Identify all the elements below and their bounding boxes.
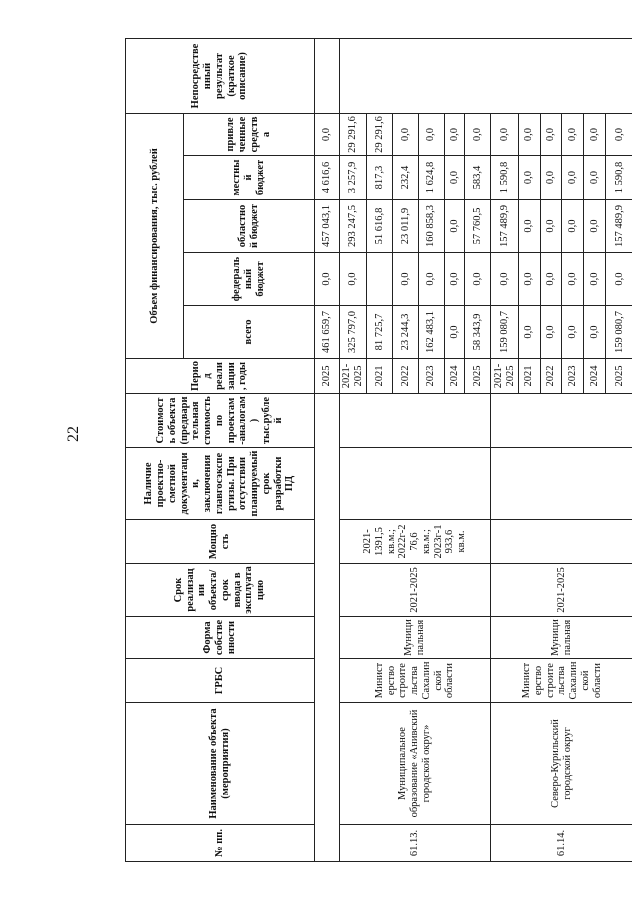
cell-local: 0,0 bbox=[444, 156, 465, 200]
cell-regional: 0,0 bbox=[518, 200, 540, 253]
cell-federal bbox=[367, 253, 393, 306]
cell-total: 0,0 bbox=[562, 306, 584, 359]
cell-local: 232,4 bbox=[392, 156, 418, 200]
cell-period: 2023 bbox=[418, 359, 444, 394]
cell-attracted: 0,0 bbox=[418, 114, 444, 156]
cell-federal: 0,0 bbox=[339, 253, 366, 306]
cell-period: 2021 bbox=[518, 359, 540, 394]
cell-regional: 293 247,5 bbox=[339, 200, 366, 253]
cell-regional: 157 489,9 bbox=[605, 200, 632, 253]
cell-period: 2024 bbox=[584, 359, 606, 394]
cell-regional: 23 011,9 bbox=[392, 200, 418, 253]
header-result: Непосредственный результат (краткое описание) bbox=[126, 39, 315, 114]
table-row bbox=[314, 39, 339, 862]
cell-total: 159 080,7 bbox=[605, 306, 632, 359]
header-funding: Объем финансирования, тыс. рублей bbox=[126, 114, 184, 359]
cell-attracted: 0,0 bbox=[465, 114, 491, 156]
cell-result bbox=[314, 39, 339, 114]
obj1-term: 2021-2025 bbox=[339, 564, 491, 617]
obj2-name: Северо-Курильский городской округ bbox=[491, 703, 632, 825]
cell-total: 58 343,9 bbox=[465, 306, 491, 359]
table-row bbox=[491, 39, 518, 862]
cell-attracted: 0,0 bbox=[540, 114, 562, 156]
cell-regional: 0,0 bbox=[562, 200, 584, 253]
cell-total: 81 725,7 bbox=[367, 306, 393, 359]
obj2-term: 2021-2025 bbox=[491, 564, 632, 617]
header-period: Период реализации, годы bbox=[126, 359, 315, 394]
table-row bbox=[339, 39, 366, 862]
cell-period: 2021-2025 bbox=[339, 359, 366, 394]
header-name: Наименование объекта (мероприятия) bbox=[126, 703, 315, 825]
header-cost: Стоимость объекта (предварительная стоимость по проектам-аналогам) тыс.рублей bbox=[126, 394, 315, 448]
header-design: Наличие проектно-сметной документации, заключения главгосэкспертизы. При отсутствии планируемый срок разработки ПД bbox=[126, 448, 315, 520]
obj2-grbs: Министерство строительства Сахалинской области bbox=[491, 659, 632, 703]
cell-total: 325 797,0 bbox=[339, 306, 366, 359]
cell-federal: 0,0 bbox=[605, 253, 632, 306]
cell-attracted: 0,0 bbox=[314, 114, 339, 156]
cell-local: 0,0 bbox=[584, 156, 606, 200]
cell-attracted: 0,0 bbox=[392, 114, 418, 156]
header-form: Форма собственности bbox=[126, 617, 315, 659]
cell-federal: 0,0 bbox=[562, 253, 584, 306]
cell-local: 1 624,8 bbox=[418, 156, 444, 200]
cell-local: 583,4 bbox=[465, 156, 491, 200]
cell-federal: 0,0 bbox=[540, 253, 562, 306]
cell-attracted: 0,0 bbox=[518, 114, 540, 156]
cell-federal: 0,0 bbox=[444, 253, 465, 306]
cell-local: 0,0 bbox=[518, 156, 540, 200]
cell-local: 3 257,9 bbox=[339, 156, 366, 200]
cell-result bbox=[339, 39, 632, 114]
cell-federal: 0,0 bbox=[491, 253, 518, 306]
header-row bbox=[126, 39, 184, 862]
cell-regional: 160 858,3 bbox=[418, 200, 444, 253]
obj1-cost bbox=[339, 394, 491, 448]
cell-local: 4 616,6 bbox=[314, 156, 339, 200]
cell-local: 817,3 bbox=[367, 156, 393, 200]
cell-period: 2025 bbox=[605, 359, 632, 394]
header-regional: областной бюджет bbox=[184, 200, 315, 253]
obj2-form: Муниципальная bbox=[491, 617, 632, 659]
cell-federal: 0,0 bbox=[518, 253, 540, 306]
cell-attracted: 29 291,6 bbox=[367, 114, 393, 156]
obj2-cost bbox=[491, 394, 632, 448]
header-local: местный бюджет bbox=[184, 156, 315, 200]
header-total: всего bbox=[184, 306, 315, 359]
cell-local: 1 590,8 bbox=[491, 156, 518, 200]
funding-table bbox=[125, 38, 632, 862]
cell-period: 2022 bbox=[392, 359, 418, 394]
cell-total: 162 483,1 bbox=[418, 306, 444, 359]
cell-total: 0,0 bbox=[540, 306, 562, 359]
cell-period: 2024 bbox=[444, 359, 465, 394]
cell-federal: 0,0 bbox=[584, 253, 606, 306]
cell-local: 0,0 bbox=[562, 156, 584, 200]
header-num: № пп. bbox=[126, 825, 315, 862]
page-number: 22 bbox=[65, 426, 82, 442]
cell-regional: 157 489,9 bbox=[491, 200, 518, 253]
cell-period: 2025 bbox=[314, 359, 339, 394]
cell-attracted: 0,0 bbox=[605, 114, 632, 156]
cell-regional: 0,0 bbox=[540, 200, 562, 253]
cell-attracted: 29 291,6 bbox=[339, 114, 366, 156]
cell-attracted: 0,0 bbox=[562, 114, 584, 156]
obj1-design bbox=[339, 448, 491, 520]
cell-total: 0,0 bbox=[444, 306, 465, 359]
obj2-num: 61.14. bbox=[491, 825, 632, 862]
header-federal: федеральный бюджет bbox=[184, 253, 315, 306]
cell-federal: 0,0 bbox=[418, 253, 444, 306]
cell-regional: 0,0 bbox=[444, 200, 465, 253]
obj1-num: 61.13. bbox=[339, 825, 491, 862]
obj1-power: 2021-1391,5 кв.м.; 2022г-276,6 кв.м.; 2023г-1933,6 кв.м. bbox=[339, 520, 491, 564]
cell-federal: 0,0 bbox=[314, 253, 339, 306]
obj2-power bbox=[491, 520, 632, 564]
obj1-grbs: Министерство строительства Сахалинской области bbox=[339, 659, 491, 703]
cell-period: 2025 bbox=[465, 359, 491, 394]
cell-attracted: 0,0 bbox=[491, 114, 518, 156]
header-grbs: ГРБС bbox=[126, 659, 315, 703]
header-term: Срок реализации объекта/срок ввода в эксплуатацию bbox=[126, 564, 315, 617]
cell-regional: 0,0 bbox=[584, 200, 606, 253]
rotated-table-wrapper bbox=[125, 39, 632, 862]
cell-total: 23 244,3 bbox=[392, 306, 418, 359]
cell-total: 0,0 bbox=[584, 306, 606, 359]
empty-cell bbox=[314, 394, 339, 862]
cell-local: 0,0 bbox=[540, 156, 562, 200]
cell-period: 2021 bbox=[367, 359, 393, 394]
cell-total: 0,0 bbox=[518, 306, 540, 359]
header-attracted: привлеченные средства bbox=[184, 114, 315, 156]
cell-period: 2022 bbox=[540, 359, 562, 394]
cell-period: 2023 bbox=[562, 359, 584, 394]
cell-total: 159 080,7 bbox=[491, 306, 518, 359]
cell-regional: 51 616,8 bbox=[367, 200, 393, 253]
cell-local: 1 590,8 bbox=[605, 156, 632, 200]
cell-total: 461 659,7 bbox=[314, 306, 339, 359]
obj2-design bbox=[491, 448, 632, 520]
cell-federal: 0,0 bbox=[392, 253, 418, 306]
cell-attracted: 0,0 bbox=[444, 114, 465, 156]
cell-regional: 457 043,1 bbox=[314, 200, 339, 253]
cell-attracted: 0,0 bbox=[584, 114, 606, 156]
obj1-form: Муниципальная bbox=[339, 617, 491, 659]
header-power: Мощность bbox=[126, 520, 315, 564]
cell-period: 2021-2025 bbox=[491, 359, 518, 394]
obj1-name: Муниципальное образование «Анивский городской округ» bbox=[339, 703, 491, 825]
cell-regional: 57 760,5 bbox=[465, 200, 491, 253]
cell-federal: 0,0 bbox=[465, 253, 491, 306]
